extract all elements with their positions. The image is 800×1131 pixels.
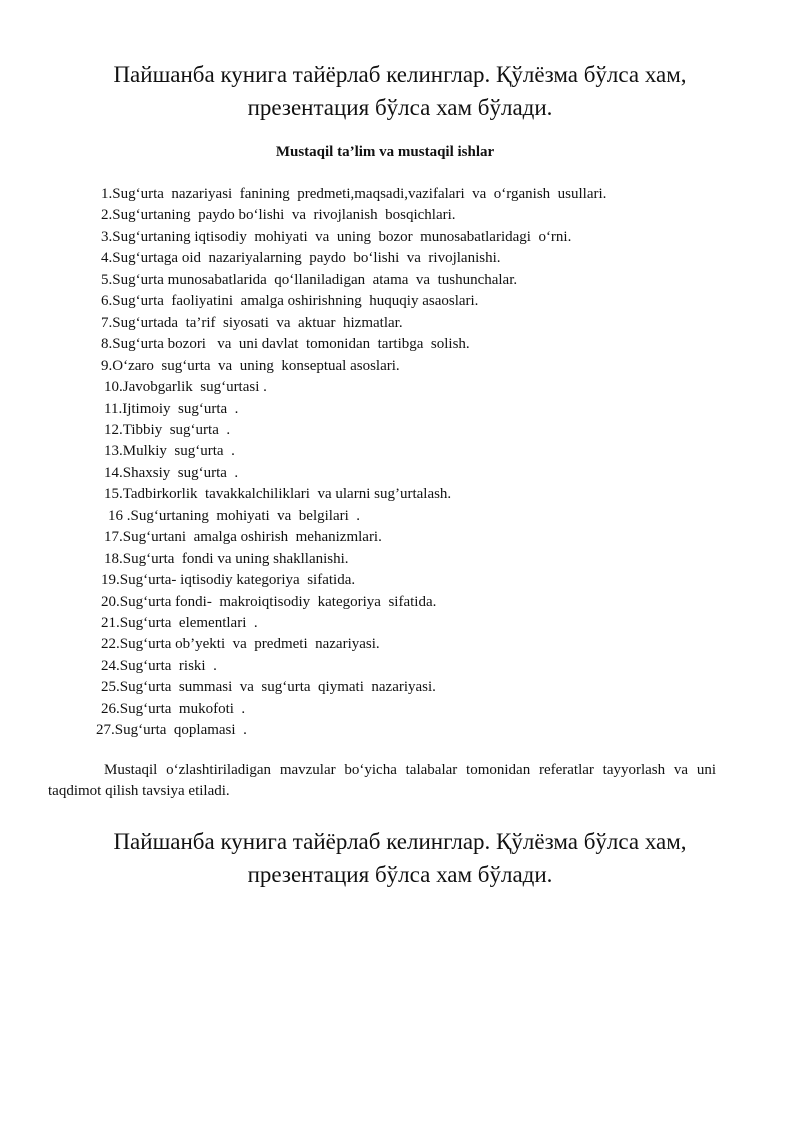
section-heading: Mustaqil ta’lim va mustaqil ishlar	[275, 144, 495, 160]
list-item: 24.Sug‘urta riski .	[101, 658, 217, 674]
notice-top-line-1: Пайшанба кунига тайёрлаб келинглар. Қўлёзма бўлса хам,	[113, 62, 687, 87]
list-item: 17.Sug‘urtani amalga oshirish mehanizmlari.	[104, 529, 382, 545]
notice-bottom-line-2: презентация бўлса хам бўлади.	[247, 862, 553, 887]
list-item: 19.Sug‘urta- iqtisodiy kategoriya sifatida.	[101, 572, 356, 588]
notice-top	[60, 58, 740, 124]
list-item: 16 .Sug‘urtaning mohiyati va belgilari .	[108, 508, 361, 524]
notice-bottom	[60, 825, 740, 891]
list-item: 27.Sug‘urta qoplamasi .	[96, 722, 247, 738]
list-item: 18.Sug‘urta fondi va uning shakllanishi.	[104, 551, 349, 567]
list-item: 20.Sug‘urta fondi- makroiqtisodiy kategoriya sifatida.	[101, 594, 437, 610]
list-item: 11.Ijtimoiy sug‘urta .	[104, 401, 239, 417]
list-item: 10.Javobgarlik sug‘urtasi .	[104, 379, 267, 395]
list-item: 14.Shaxsiy sug‘urta .	[104, 465, 239, 481]
body-paragraph: Mustaqil o‘zlashtiriladigan mavzular bo‘yicha talabalar tomonidan referatlar tayyorlash va uni taqdimot qilish tavsiya etiladi.	[48, 762, 716, 799]
notice-top-line-2: презентация бўлса хам бўлади.	[247, 95, 553, 120]
notice-bottom-line-1: Пайшанба кунига тайёрлаб келинглар. Қўлёзма бўлса хам,	[113, 829, 687, 854]
list-item: 6.Sug‘urta faoliyatini amalga oshirishning huquqiy asaoslari.	[101, 293, 479, 309]
list-item: 5.Sug‘urta munosabatlarida qo‘llaniladigan atama va tushunchalar.	[101, 272, 518, 288]
list-item: 3.Sug‘urtaning iqtisodiy mohiyati va uning bozor munosabatlaridagi o‘rni.	[101, 229, 572, 245]
list-item: 21.Sug‘urta elementlari .	[101, 615, 258, 631]
list-item: 26.Sug‘urta mukofoti .	[101, 701, 246, 717]
list-item: 2.Sug‘urtaning paydo bo‘lishi va rivojlanish bosqichlari.	[101, 207, 456, 223]
list-item: 13.Mulkiy sug‘urta .	[104, 443, 235, 459]
list-item: 7.Sug‘urtada ta’rif siyosati va aktuar hizmatlar.	[101, 315, 403, 331]
list-item: 4.Sug‘urtaga oid nazariyalarning paydo bo‘lishi va rivojlanishi.	[101, 250, 501, 266]
list-item: 25.Sug‘urta summasi va sug‘urta qiymati nazariyasi.	[101, 679, 436, 695]
list-item: 12.Tibbiy sug‘urta .	[104, 422, 231, 438]
list-item: 15.Tadbirkorlik tavakkalchiliklari va ularni sug’urtalash.	[104, 486, 452, 502]
list-item: 8.Sug‘urta bozori va uni davlat tomonidan tartibga solish.	[101, 336, 470, 352]
list-item: 22.Sug‘urta ob’yekti va predmeti nazariyasi.	[101, 636, 380, 652]
list-item: 1.Sug‘urta nazariyasi fanining predmeti,maqsadi,vazifalari va o‘rganish usullari.	[101, 186, 607, 202]
list-item: 9.O‘zaro sug‘urta va uning konseptual asoslari.	[101, 358, 400, 374]
